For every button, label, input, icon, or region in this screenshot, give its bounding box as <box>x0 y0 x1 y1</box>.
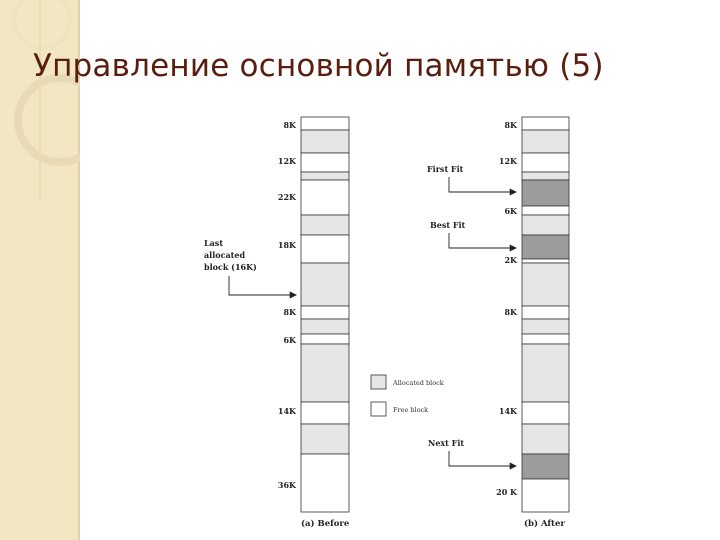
legend-allocated-swatch <box>371 375 386 389</box>
last-allocated-label: Last <box>204 238 224 248</box>
slide-title: Управление основной памятью (5) <box>33 48 604 84</box>
legend-allocated-label: Allocated block <box>393 379 444 387</box>
before-label: 18K <box>277 240 296 250</box>
first-fit-arrow <box>449 177 516 192</box>
after-label: 2K <box>504 255 517 265</box>
after-label: 8K <box>504 307 517 317</box>
before-label: 36K <box>277 480 296 490</box>
after-label: 6K <box>504 206 517 216</box>
before-label: 8K <box>283 120 296 130</box>
next-fit-arrow <box>449 451 516 466</box>
after-label: 14K <box>498 406 517 416</box>
before-label: 6K <box>283 335 296 345</box>
last-allocated-label: block (16K) <box>204 262 257 272</box>
after-label: 8K <box>504 120 517 130</box>
after-label: 20 K <box>496 487 517 497</box>
legend-free-label: Free block <box>393 406 429 414</box>
after-caption: (b) After <box>524 519 565 529</box>
last-allocated-arrow <box>229 276 296 295</box>
next-fit-label: Next Fit <box>428 438 465 448</box>
after-label: 12K <box>498 156 517 166</box>
last-allocated-label: allocated <box>204 250 246 260</box>
before-label: 14K <box>277 406 296 416</box>
before-caption: (a) Before <box>301 519 350 529</box>
best-fit-arrow <box>449 233 516 248</box>
before-label: 12K <box>277 156 296 166</box>
best-fit-label: Best Fit <box>430 220 466 230</box>
before-memory-column <box>301 117 349 512</box>
after-memory-column <box>522 117 569 512</box>
before-label: 8K <box>283 307 296 317</box>
before-label: 22K <box>277 192 296 202</box>
legend-free-swatch <box>371 402 386 416</box>
first-fit-label: First Fit <box>427 164 464 174</box>
